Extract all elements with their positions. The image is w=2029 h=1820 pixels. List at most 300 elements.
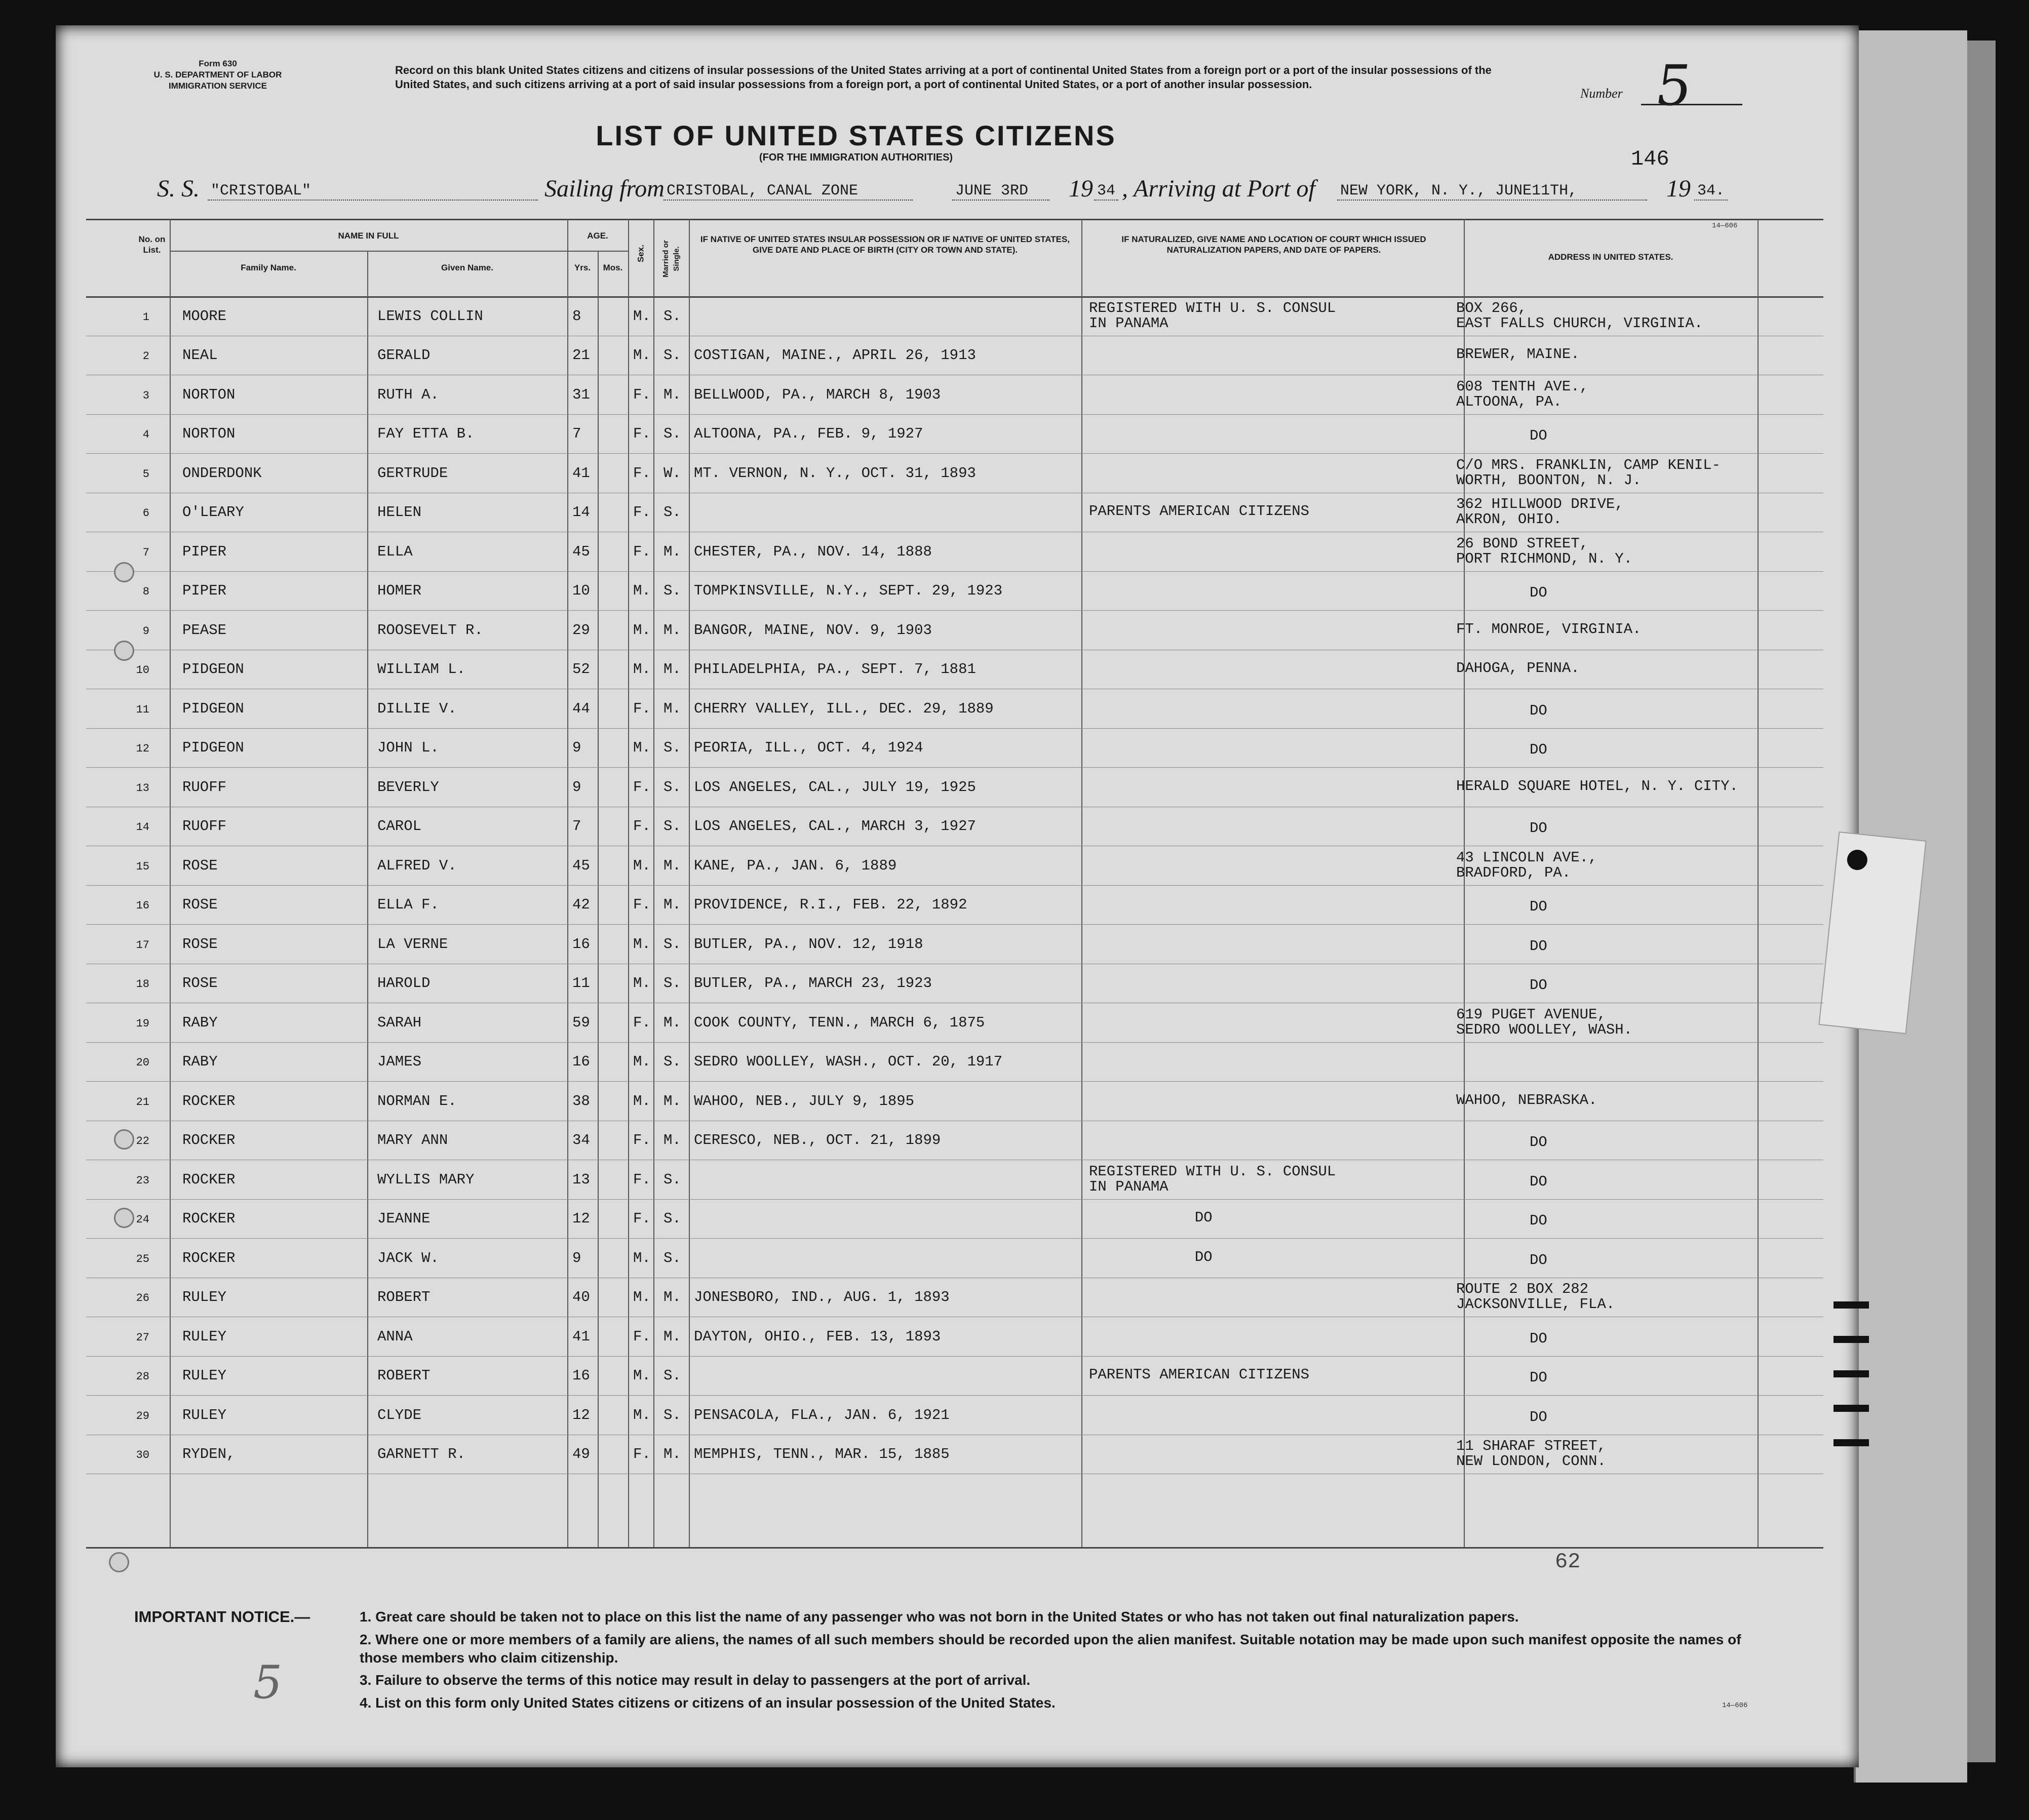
age-years: 12: [572, 1210, 590, 1228]
row-number: 15: [136, 860, 149, 873]
margin-handwritten-mark: 5: [253, 1656, 283, 1709]
sex: F.: [633, 700, 651, 717]
row-number: 5: [142, 467, 149, 481]
age-years: 9: [572, 778, 581, 796]
marital-status: S.: [664, 818, 681, 835]
birth-info: PROVIDENCE, R.I., FEB. 22, 1892: [694, 896, 967, 914]
age-years: 41: [572, 464, 590, 482]
col-divider-given: [567, 219, 568, 1547]
name-subheader-line: [170, 251, 575, 252]
birth-info: PEORIA, ILL., OCT. 4, 1924: [694, 739, 923, 757]
marital-status: S.: [664, 975, 681, 992]
given-name: JAMES: [377, 1053, 422, 1071]
age-years: 14: [572, 504, 590, 521]
birth-info: PHILADELPHIA, PA., SEPT. 7, 1881: [694, 661, 976, 678]
us-address: DO: [1530, 977, 1547, 994]
age-years: 31: [572, 386, 590, 403]
birth-info: PENSACOLA, FLA., JAN. 6, 1921: [694, 1406, 950, 1423]
sex: F.: [633, 386, 651, 403]
given-name: ROBERT: [377, 1289, 431, 1306]
us-address: DO: [1530, 702, 1547, 719]
row-number: 22: [136, 1135, 149, 1148]
row-divider: [86, 767, 1823, 768]
family-name: NORTON: [182, 425, 236, 443]
given-name: GERALD: [377, 347, 431, 364]
sex: M.: [633, 1406, 651, 1423]
us-address: 11 SHARAF STREET, NEW LONDON, CONN.: [1456, 1438, 1606, 1470]
family-name: PIDGEON: [182, 661, 244, 678]
header-birth: IF NATIVE OF UNITED STATES INSULAR POSSESSION OR IF NATIVE OF UNITED STATES, GIVE DATE AND PLACE OF BIRTH (CITY OR TOWN AND STATE).: [700, 234, 1070, 255]
family-name: RULEY: [182, 1289, 227, 1306]
age-years: 44: [572, 700, 590, 717]
us-address: DO: [1530, 1134, 1547, 1151]
header-naturalized: IF NATURALIZED, GIVE NAME AND LOCATION OF COURT WHICH ISSUED NATURALIZATION PAPERS, AND DATE OF PAPERS.: [1121, 234, 1426, 255]
binder-hole: [114, 641, 134, 661]
sex: M.: [633, 661, 651, 678]
year-prefix-1: 19: [1069, 175, 1093, 202]
us-address: DO: [1530, 1212, 1547, 1230]
header-no: No. on List.: [138, 234, 166, 255]
us-address: DO: [1530, 820, 1547, 837]
birth-info: COOK COUNTY, TENN., MARCH 6, 1875: [694, 1014, 985, 1031]
us-address: C/O MRS. FRANKLIN, CAMP KENIL- WORTH, BOONTON, N. J.: [1456, 456, 1721, 489]
row-number: 13: [136, 781, 149, 795]
family-name: ROCKER: [182, 1249, 236, 1267]
sex: M.: [633, 975, 651, 992]
sex: F.: [633, 1328, 651, 1345]
family-name: MOORE: [182, 307, 227, 325]
marital-status: S.: [664, 582, 681, 600]
form-code-bottom: 14—606: [1722, 1702, 1748, 1710]
family-name: ONDERDONK: [182, 464, 262, 482]
table-bottom-border: [86, 1547, 1823, 1549]
row-number: 23: [136, 1174, 149, 1187]
age-years: 9: [572, 739, 581, 757]
age-years: 13: [572, 1171, 590, 1188]
us-address: DO: [1530, 1173, 1547, 1190]
given-name: ANNA: [377, 1328, 413, 1345]
marital-status: S.: [664, 1210, 681, 1228]
age-years: 16: [572, 1053, 590, 1071]
age-years: 49: [572, 1446, 590, 1463]
marital-status: M.: [664, 896, 681, 914]
punch-hole: [1846, 849, 1868, 871]
family-name: ROSE: [182, 896, 218, 914]
page-subtitle: (FOR THE IMMIGRATION AUTHORITIES): [759, 152, 953, 163]
row-number: 14: [136, 821, 149, 834]
row-number: 19: [136, 1017, 149, 1030]
age-years: 41: [572, 1328, 590, 1345]
sex: F.: [633, 1014, 651, 1031]
sailing-label: Sailing from: [544, 175, 665, 202]
sex: M.: [633, 739, 651, 757]
family-name: RULEY: [182, 1328, 227, 1345]
marital-status: M.: [664, 543, 681, 560]
row-number: 20: [136, 1056, 149, 1070]
naturalization-info: REGISTERED WITH U. S. CONSUL IN PANAMA: [1089, 299, 1336, 332]
row-number: 21: [136, 1095, 149, 1109]
marital-status: M.: [664, 1092, 681, 1110]
col-divider-addr: [1758, 219, 1759, 1547]
given-name: NORMAN E.: [377, 1092, 457, 1110]
row-number: 4: [142, 428, 149, 442]
sex: F.: [633, 896, 651, 914]
sex: F.: [633, 1132, 651, 1149]
family-name: ROSE: [182, 935, 218, 953]
marital-status: S.: [664, 739, 681, 757]
col-divider-nat: [1464, 219, 1465, 1547]
given-name: RUTH A.: [377, 386, 439, 403]
marital-status: M.: [664, 386, 681, 403]
birth-info: JONESBORO, IND., AUG. 1, 1893: [694, 1289, 950, 1306]
notice-item-1: 1. Great care should be taken not to place on this list the name of any passenger who was not born in the United States or who has not taken out final naturalization papers.: [360, 1609, 1519, 1625]
us-address: DO: [1530, 1369, 1547, 1387]
marital-status: S.: [664, 778, 681, 796]
marital-status: S.: [664, 504, 681, 521]
given-name: ROOSEVELT R.: [377, 621, 483, 639]
row-number: 7: [142, 546, 149, 559]
us-address: DO: [1530, 584, 1547, 602]
family-name: RABY: [182, 1053, 218, 1071]
header-age: AGE.: [587, 231, 608, 241]
marital-status: S.: [664, 1249, 681, 1267]
family-name: NEAL: [182, 347, 218, 364]
row-divider: [86, 571, 1823, 572]
sex: F.: [633, 818, 651, 835]
birth-info: COSTIGAN, MAINE., APRIL 26, 1913: [694, 347, 976, 364]
marital-status: S.: [664, 1171, 681, 1188]
marital-status: M.: [664, 1328, 681, 1345]
birth-info: CERESCO, NEB., OCT. 21, 1899: [694, 1132, 941, 1149]
given-name: CLYDE: [377, 1406, 422, 1423]
given-name: HAROLD: [377, 975, 431, 992]
birth-info: BANGOR, MAINE, NOV. 9, 1903: [694, 621, 932, 639]
binder-hole: [114, 1129, 134, 1150]
row-number: 25: [136, 1252, 149, 1265]
sex: M.: [633, 582, 651, 600]
birth-info: TOMPKINSVILLE, N.Y., SEPT. 29, 1923: [694, 582, 1003, 600]
edge-marks: [1833, 1301, 1869, 1474]
us-address: 608 TENTH AVE., ALTOONA, PA.: [1456, 378, 1589, 410]
notice-heading: IMPORTANT NOTICE.—: [134, 1608, 310, 1626]
row-number: 10: [136, 664, 149, 677]
age-years: 8: [572, 307, 581, 325]
sex: F.: [633, 1171, 651, 1188]
binder-hole: [114, 1208, 134, 1228]
header-married-single: Married or Single.: [661, 240, 681, 278]
sex: F.: [633, 1210, 651, 1228]
us-address: DO: [1530, 741, 1547, 759]
row-divider: [86, 885, 1823, 886]
sex: M.: [633, 1092, 651, 1110]
birth-info: SEDRO WOOLLEY, WASH., OCT. 20, 1917: [694, 1053, 1003, 1071]
birth-info: DAYTON, OHIO., FEB. 13, 1893: [694, 1328, 941, 1345]
age-years: 9: [572, 1249, 581, 1267]
year-prefix-2: 19: [1666, 175, 1691, 202]
family-name: ROCKER: [182, 1210, 236, 1228]
marital-status: S.: [664, 1367, 681, 1384]
record-instructions: Record on this blank United States citizens and citizens of insular possessions of the United States arriving at a port of continental United States from a foreign port or a port of the insular possessions of the United States, and such citizens arriving at a port of said insular possessions from a foreign port, a port of continental United States, or a port of another insular possession.: [395, 64, 1492, 91]
col-divider-birth: [1081, 219, 1082, 1547]
family-name: ROCKER: [182, 1092, 236, 1110]
header-family-name: Family Name.: [241, 263, 296, 272]
form-code-top: 14—606: [1712, 222, 1738, 230]
family-name: ROSE: [182, 975, 218, 992]
given-name: JOHN L.: [377, 739, 439, 757]
sex: F.: [633, 543, 651, 560]
col-divider-mos: [628, 219, 629, 1547]
age-years: 38: [572, 1092, 590, 1110]
family-name: ROCKER: [182, 1171, 236, 1188]
binder-hole: [109, 1552, 129, 1572]
family-name: PIDGEON: [182, 700, 244, 717]
marital-status: S.: [664, 347, 681, 364]
us-address: BOX 266, EAST FALLS CHURCH, VIRGINIA.: [1456, 299, 1703, 332]
marital-status: S.: [664, 935, 681, 953]
age-years: 34: [572, 1132, 590, 1149]
row-number: 28: [136, 1370, 149, 1383]
row-divider: [86, 453, 1823, 454]
header-name-in-full: NAME IN FULL: [338, 231, 399, 241]
age-years: 45: [572, 543, 590, 560]
row-number: 29: [136, 1409, 149, 1422]
age-years: 12: [572, 1406, 590, 1423]
list-number: 5: [1652, 53, 1696, 118]
number-underline: [1641, 104, 1742, 105]
row-divider: [86, 610, 1823, 611]
family-name: PIPER: [182, 582, 227, 600]
sex: F.: [633, 1446, 651, 1463]
sex: M.: [633, 857, 651, 874]
given-name: SARAH: [377, 1014, 422, 1031]
birth-info: BUTLER, PA., MARCH 23, 1923: [694, 975, 932, 992]
header-given-name: Given Name.: [441, 263, 493, 272]
birth-info: MT. VERNON, N. Y., OCT. 31, 1893: [694, 464, 976, 482]
sex: M.: [633, 347, 651, 364]
family-name: RULEY: [182, 1406, 227, 1423]
us-address: BREWER, MAINE.: [1456, 346, 1580, 363]
sex: M.: [633, 621, 651, 639]
given-name: CAROL: [377, 818, 422, 835]
us-address: DO: [1530, 937, 1547, 955]
header-address: ADDRESS IN UNITED STATES.: [1548, 252, 1673, 262]
row-number: 12: [136, 742, 149, 756]
birth-info: MEMPHIS, TENN., MAR. 15, 1885: [694, 1446, 950, 1463]
row-number: 18: [136, 978, 149, 991]
age-years: 7: [572, 818, 581, 835]
sex: M.: [633, 1367, 651, 1384]
birth-info: BUTLER, PA., NOV. 12, 1918: [694, 935, 923, 953]
family-name: NORTON: [182, 386, 236, 403]
row-number: 9: [142, 624, 149, 638]
sex: F.: [633, 425, 651, 443]
given-name: ALFRED V.: [377, 857, 457, 874]
given-name: WYLLIS MARY: [377, 1171, 475, 1188]
us-address: 619 PUGET AVENUE, SEDRO WOOLLEY, WASH.: [1456, 1006, 1633, 1038]
row-number: 26: [136, 1292, 149, 1305]
row-number: 11: [136, 703, 149, 716]
given-name: ELLA F.: [377, 896, 439, 914]
sex: M.: [633, 307, 651, 325]
departure-port: CRISTOBAL, CANAL ZONE: [664, 182, 913, 201]
marital-status: M.: [664, 1289, 681, 1306]
sex: F.: [633, 504, 651, 521]
us-address: FT. MONROE, VIRGINIA.: [1456, 620, 1642, 638]
age-years: 52: [572, 661, 590, 678]
birth-info: LOS ANGELES, CAL., MARCH 3, 1927: [694, 818, 976, 835]
header-yrs: Yrs.: [574, 263, 591, 272]
family-name: ROSE: [182, 857, 218, 874]
family-name: RABY: [182, 1014, 218, 1031]
age-years: 10: [572, 582, 590, 600]
marital-status: M.: [664, 1446, 681, 1463]
age-years: 42: [572, 896, 590, 914]
birth-info: CHERRY VALLEY, ILL., DEC. 29, 1889: [694, 700, 994, 717]
departure-date: JUNE 3RD: [952, 182, 1049, 201]
marital-status: M.: [664, 661, 681, 678]
marital-status: M.: [664, 857, 681, 874]
marital-status: M.: [664, 1132, 681, 1149]
notice-item-2: 2. Where one or more members of a family are aliens, the names of all such members should be recorded upon the alien manifest. Suitable notation may be made upon such manifest opposite the names of those members who claim citizenship.: [360, 1632, 1741, 1666]
header-mos: Mos.: [603, 263, 623, 272]
marital-status: S.: [664, 1053, 681, 1071]
age-years: 40: [572, 1289, 590, 1306]
departure-year: 34: [1094, 182, 1118, 201]
family-name: ROCKER: [182, 1132, 236, 1149]
row-number: 17: [136, 938, 149, 952]
birth-info: WAHOO, NEB., JULY 9, 1895: [694, 1092, 915, 1110]
age-years: 16: [572, 1367, 590, 1384]
form-number: Form 630: [199, 59, 237, 68]
row-number: 2: [142, 350, 149, 363]
given-name: ELLA: [377, 543, 413, 560]
given-name: LEWIS COLLIN: [377, 307, 483, 325]
family-name: PIDGEON: [182, 739, 244, 757]
marital-status: W.: [664, 464, 681, 482]
family-name: PEASE: [182, 621, 227, 639]
age-years: 59: [572, 1014, 590, 1031]
given-name: ROBERT: [377, 1367, 431, 1384]
age-years: 29: [572, 621, 590, 639]
us-address: DO: [1530, 1251, 1547, 1269]
row-number: 8: [142, 585, 149, 599]
row-number: 16: [136, 899, 149, 913]
ship-name: "CRISTOBAL": [208, 182, 538, 201]
us-address: 43 LINCOLN AVE., BRADFORD, PA.: [1456, 849, 1597, 881]
row-divider: [86, 1395, 1823, 1396]
sex: M.: [633, 935, 651, 953]
marital-status: M.: [664, 700, 681, 717]
page-number: 146: [1631, 147, 1669, 171]
department-name: U. S. DEPARTMENT OF LABOR: [153, 70, 282, 80]
given-name: BEVERLY: [377, 778, 439, 796]
row-divider: [86, 1081, 1823, 1082]
marital-status: S.: [664, 425, 681, 443]
family-name: RULEY: [182, 1367, 227, 1384]
sex: M.: [633, 1053, 651, 1071]
family-name: RUOFF: [182, 818, 227, 835]
row-number: 30: [136, 1449, 149, 1462]
age-years: 7: [572, 425, 581, 443]
row-divider: [86, 728, 1823, 729]
page-title: LIST OF UNITED STATES CITIZENS: [596, 120, 1116, 151]
marital-status: S.: [664, 1406, 681, 1423]
notice-item-4: 4. List on this form only United States citizens or citizens of an insular possession of the United States.: [360, 1695, 1056, 1711]
row-number: 6: [142, 507, 149, 520]
row-divider: [86, 1356, 1823, 1357]
number-label: Number: [1580, 86, 1623, 101]
marital-status: M.: [664, 621, 681, 639]
given-name: LA VERNE: [377, 935, 448, 953]
row-number: 27: [136, 1331, 149, 1344]
row-divider: [86, 1042, 1823, 1043]
sex: F.: [633, 778, 651, 796]
family-name: PIPER: [182, 543, 227, 560]
sex: M.: [633, 1289, 651, 1306]
form-header-block: [122, 58, 314, 92]
naturalization-info: PARENTS AMERICAN CITIZENS: [1089, 503, 1310, 520]
family-name: O'LEARY: [182, 504, 244, 521]
age-years: 16: [572, 935, 590, 953]
us-address: DO: [1530, 1408, 1547, 1426]
col-divider-no: [170, 219, 171, 1547]
row-number: 24: [136, 1213, 149, 1226]
row-number: 1: [142, 310, 149, 324]
us-address: DAHOGA, PENNA.: [1456, 660, 1580, 677]
col-divider-family: [367, 251, 368, 1547]
stamp-number: 62: [1555, 1550, 1581, 1574]
birth-info: KANE, PA., JAN. 6, 1889: [694, 857, 897, 874]
birth-info: LOS ANGELES, CAL., JULY 19, 1925: [694, 778, 976, 796]
family-name: RUOFF: [182, 778, 227, 796]
given-name: HOMER: [377, 582, 422, 600]
birth-info: CHESTER, PA., NOV. 14, 1888: [694, 543, 932, 560]
given-name: JEANNE: [377, 1210, 431, 1228]
arrival-port: NEW YORK, N. Y., JUNE11TH,: [1337, 182, 1647, 201]
row-divider: [86, 1238, 1823, 1239]
birth-info: ALTOONA, PA., FEB. 9, 1927: [694, 425, 923, 443]
age-years: 11: [572, 975, 590, 992]
us-address: ROUTE 2 BOX 282 JACKSONVILLE, FLA.: [1456, 1281, 1615, 1313]
arriving-label: , Arriving at Port of: [1122, 175, 1315, 202]
table-top-border: [86, 219, 1823, 220]
sex: F.: [633, 464, 651, 482]
col-divider-ms: [689, 219, 690, 1547]
family-name: RYDEN,: [182, 1446, 236, 1463]
binder-hole: [114, 562, 134, 582]
given-name: DILLIE V.: [377, 700, 457, 717]
given-name: FAY ETTA B.: [377, 425, 475, 443]
birth-info: BELLWOOD, PA., MARCH 8, 1903: [694, 386, 941, 403]
given-name: MARY ANN: [377, 1132, 448, 1149]
background-sheet: [1965, 41, 1996, 1762]
notice-item-3: 3. Failure to observe the terms of this notice may result in delay to passengers at the port of arrival.: [360, 1672, 1031, 1688]
us-address: DO: [1530, 898, 1547, 916]
age-years: 21: [572, 347, 590, 364]
us-address: 26 BOND STREET, PORT RICHMOND, N. Y.: [1456, 535, 1633, 567]
col-divider-sex: [653, 219, 654, 1547]
given-name: HELEN: [377, 504, 422, 521]
header-sex: Sex.: [636, 245, 646, 262]
row-divider: [86, 1199, 1823, 1200]
naturalization-info: DO: [1089, 1248, 1213, 1265]
naturalization-info: DO: [1089, 1209, 1213, 1226]
given-name: JACK W.: [377, 1249, 439, 1267]
us-address: HERALD SQUARE HOTEL, N. Y. CITY.: [1456, 777, 1738, 795]
us-address: DO: [1530, 1330, 1547, 1347]
service-name: IMMIGRATION SERVICE: [169, 81, 267, 91]
row-divider: [86, 414, 1823, 415]
